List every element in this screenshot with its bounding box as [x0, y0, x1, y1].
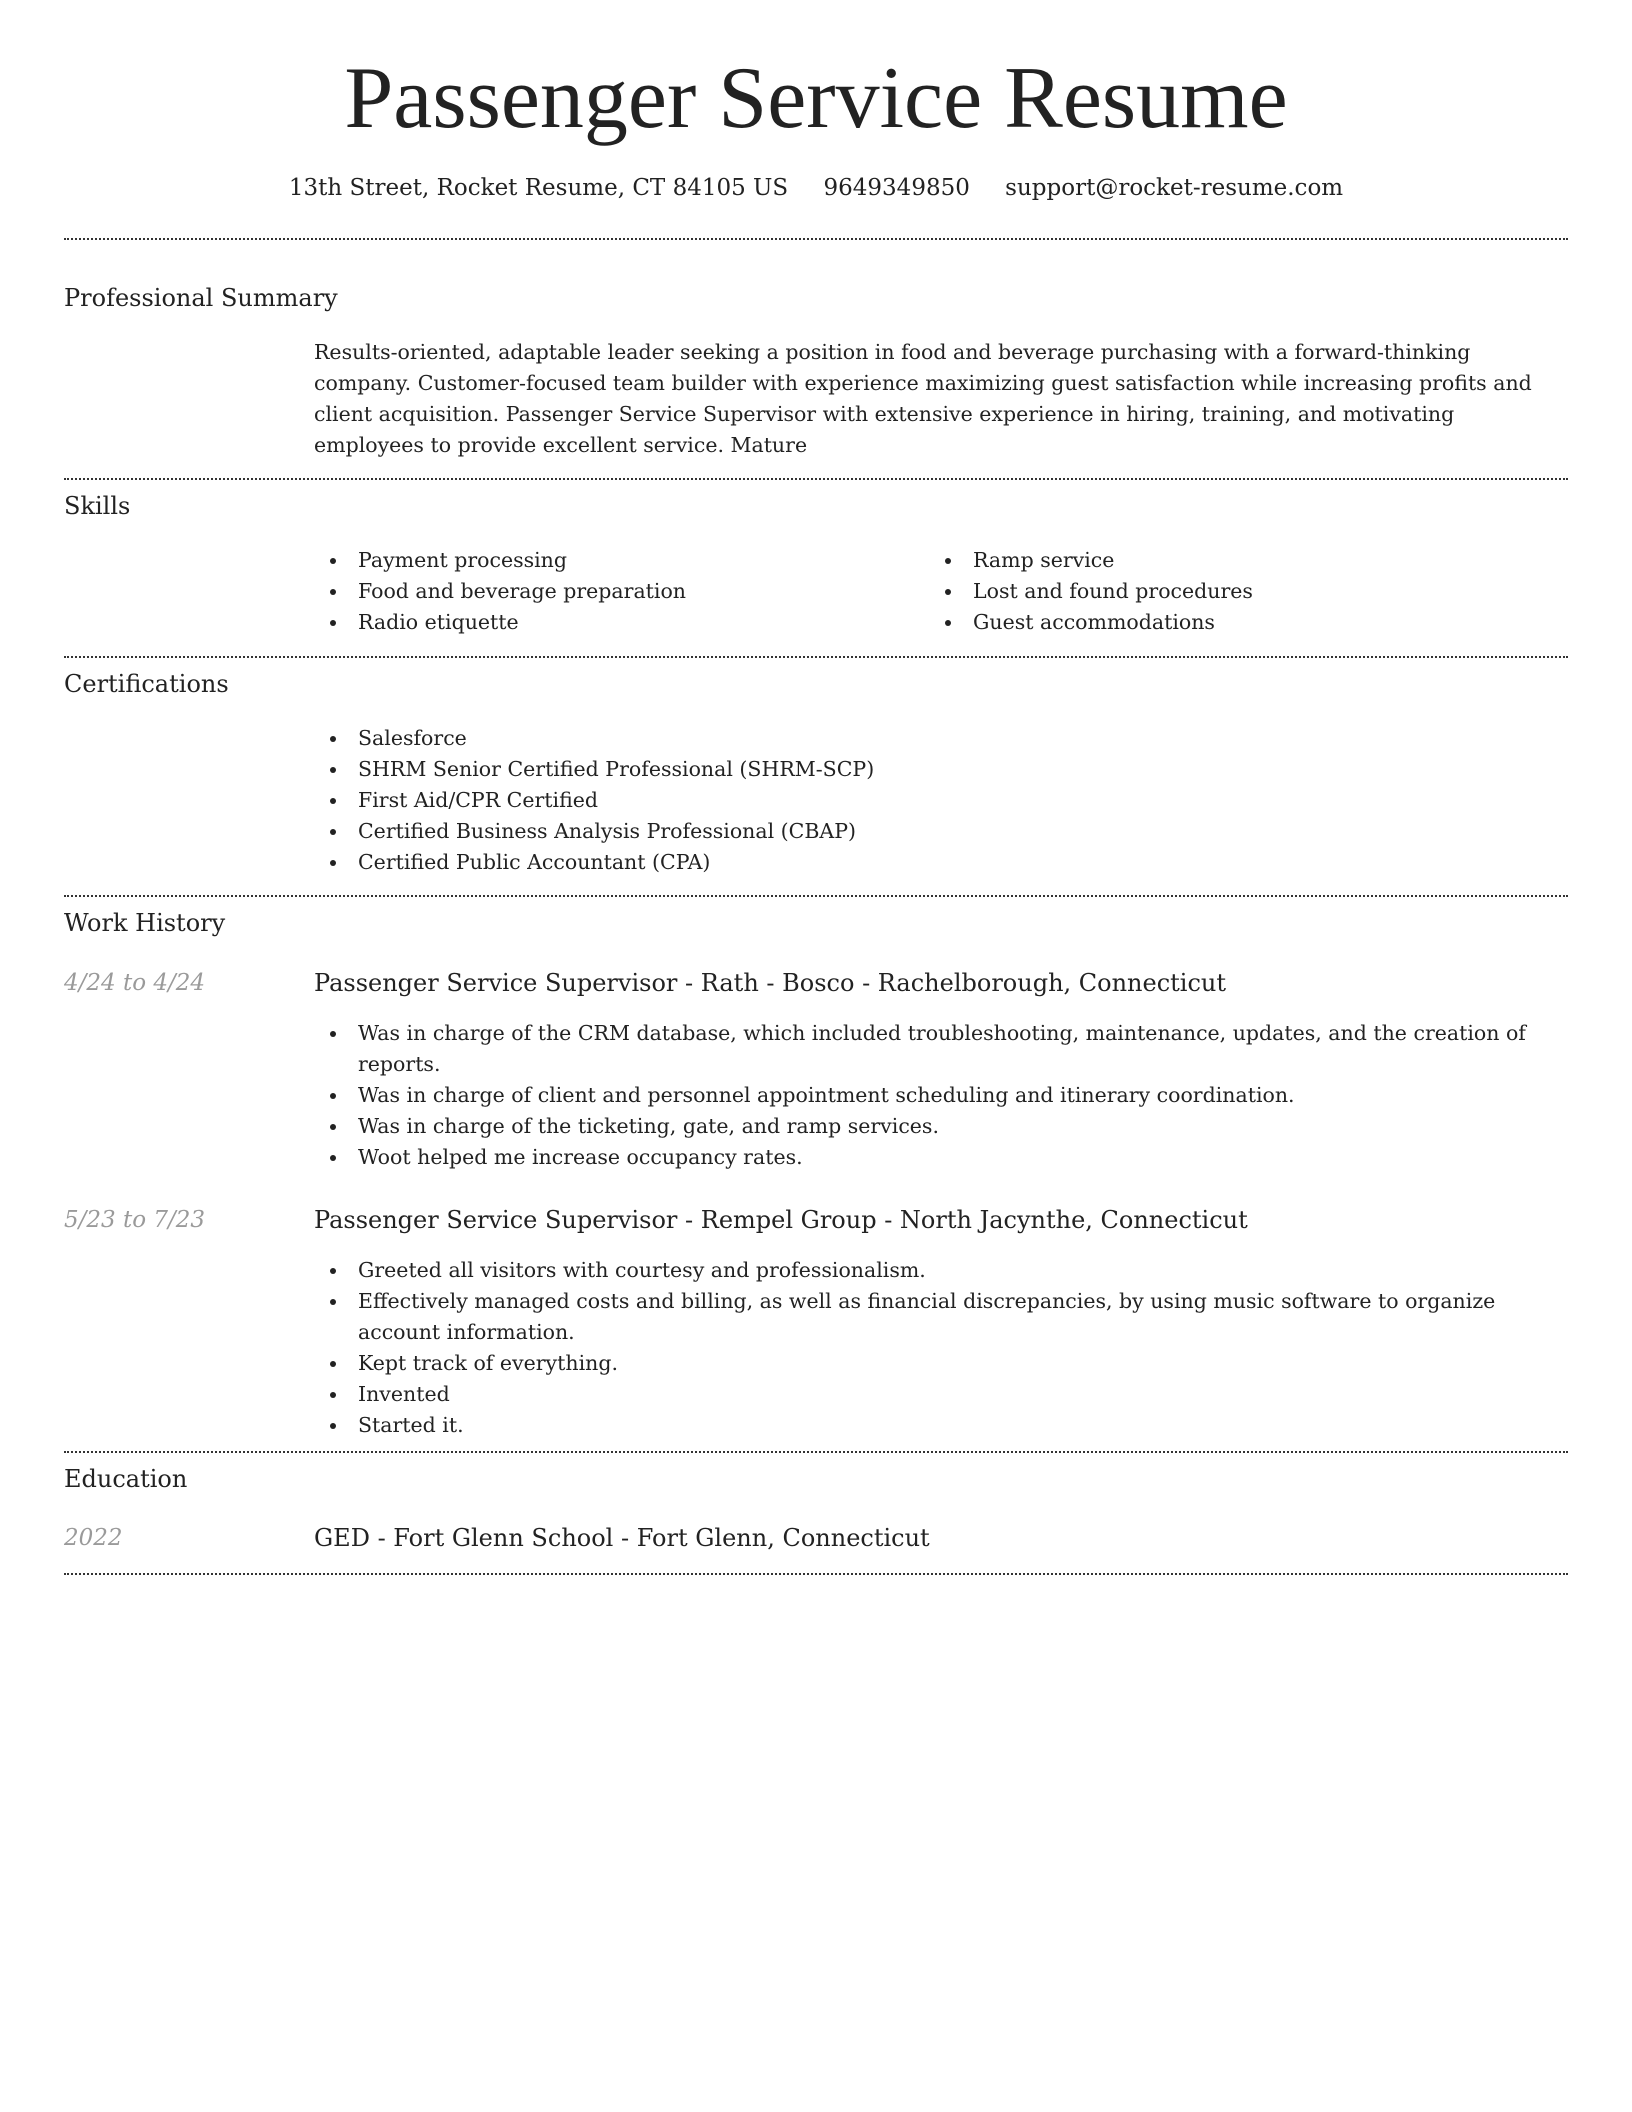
skills-heading: Skills: [64, 492, 131, 520]
contact-address: 13th Street, Rocket Resume, CT 84105 US: [288, 175, 789, 201]
job-heading: Passenger Service Supervisor - Rempel Group - North Jacynthe, Connecticut: [314, 1206, 1248, 1234]
section-divider: [64, 656, 1568, 658]
skill-item: Radio etiquette: [314, 607, 914, 638]
skills-list-right: [929, 545, 1529, 638]
job-bullet: Was in charge of the ticketing, gate, and ramp services.: [314, 1111, 1568, 1142]
skill-item: Guest accommodations: [929, 607, 1529, 638]
job-bullet: Kept track of everything.: [314, 1348, 1568, 1379]
job-bullet: Effectively managed costs and billing, as well as financial discrepancies, by using music software to organize account information.: [314, 1286, 1568, 1348]
certifications-list: [314, 723, 1568, 878]
education-heading: Education: [64, 1465, 188, 1493]
job-bullet: Greeted all visitors with courtesy and professionalism.: [314, 1255, 1568, 1286]
section-divider: [64, 895, 1568, 897]
certification-item: Certified Public Accountant (CPA): [314, 847, 1568, 878]
skill-item: Payment processing: [314, 545, 914, 576]
summary-text: Results-oriented, adaptable leader seeking a position in food and beverage purchasing with a forward-thinking company. Customer-focused team builder with experience maximizing guest satisfaction while increasing profits and client acquisition. Passenger Service Supervisor with extensive experience in hiring, training, and motivating employees to provide excellent service. Mature: [314, 340, 1532, 457]
summary-heading: Professional Summary: [64, 284, 338, 312]
job-dates: 4/24 to 4/24: [64, 970, 206, 996]
skill-item: Lost and found procedures: [929, 576, 1529, 607]
job-bullet: Woot helped me increase occupancy rates.: [314, 1142, 1568, 1173]
education-heading-line: GED - Fort Glenn School - Fort Glenn, Connecticut: [314, 1524, 930, 1552]
certification-item: Certified Business Analysis Professional (CBAP): [314, 816, 1568, 847]
section-divider: [64, 238, 1568, 240]
job-bullet: Invented: [314, 1379, 1568, 1410]
contact-phone: 9649349850: [823, 175, 970, 201]
job-heading: Passenger Service Supervisor - Rath - Bosco - Rachelborough, Connecticut: [314, 969, 1227, 997]
skill-item: Food and beverage preparation: [314, 576, 914, 607]
job-bullet: Started it.: [314, 1410, 1568, 1441]
contact-line: [64, 170, 1568, 206]
contact-email: support@rocket-resume.com: [1005, 175, 1344, 201]
certification-item: SHRM Senior Certified Professional (SHRM-SCP): [314, 754, 1568, 785]
resume-name: Passenger Service Resume: [344, 50, 1288, 147]
job-dates: 5/23 to 7/23: [64, 1207, 206, 1233]
job-bullets: [314, 1018, 1568, 1173]
skill-item: Ramp service: [929, 545, 1529, 576]
work-history-heading: Work History: [64, 909, 226, 937]
skills-list-left: [314, 545, 914, 638]
section-divider: [64, 478, 1568, 480]
section-divider: [64, 1573, 1568, 1575]
job-bullets: [314, 1255, 1568, 1441]
job-bullet: Was in charge of client and personnel appointment scheduling and itinerary coordination.: [314, 1080, 1568, 1111]
job-bullet: Was in charge of the CRM database, which included troubleshooting, maintenance, updates, and the creation of reports.: [314, 1018, 1568, 1080]
certifications-heading: Certifications: [64, 670, 229, 698]
section-divider: [64, 1451, 1568, 1453]
education-year: 2022: [64, 1525, 123, 1551]
certification-item: First Aid/CPR Certified: [314, 785, 1568, 816]
certification-item: Salesforce: [314, 723, 1568, 754]
